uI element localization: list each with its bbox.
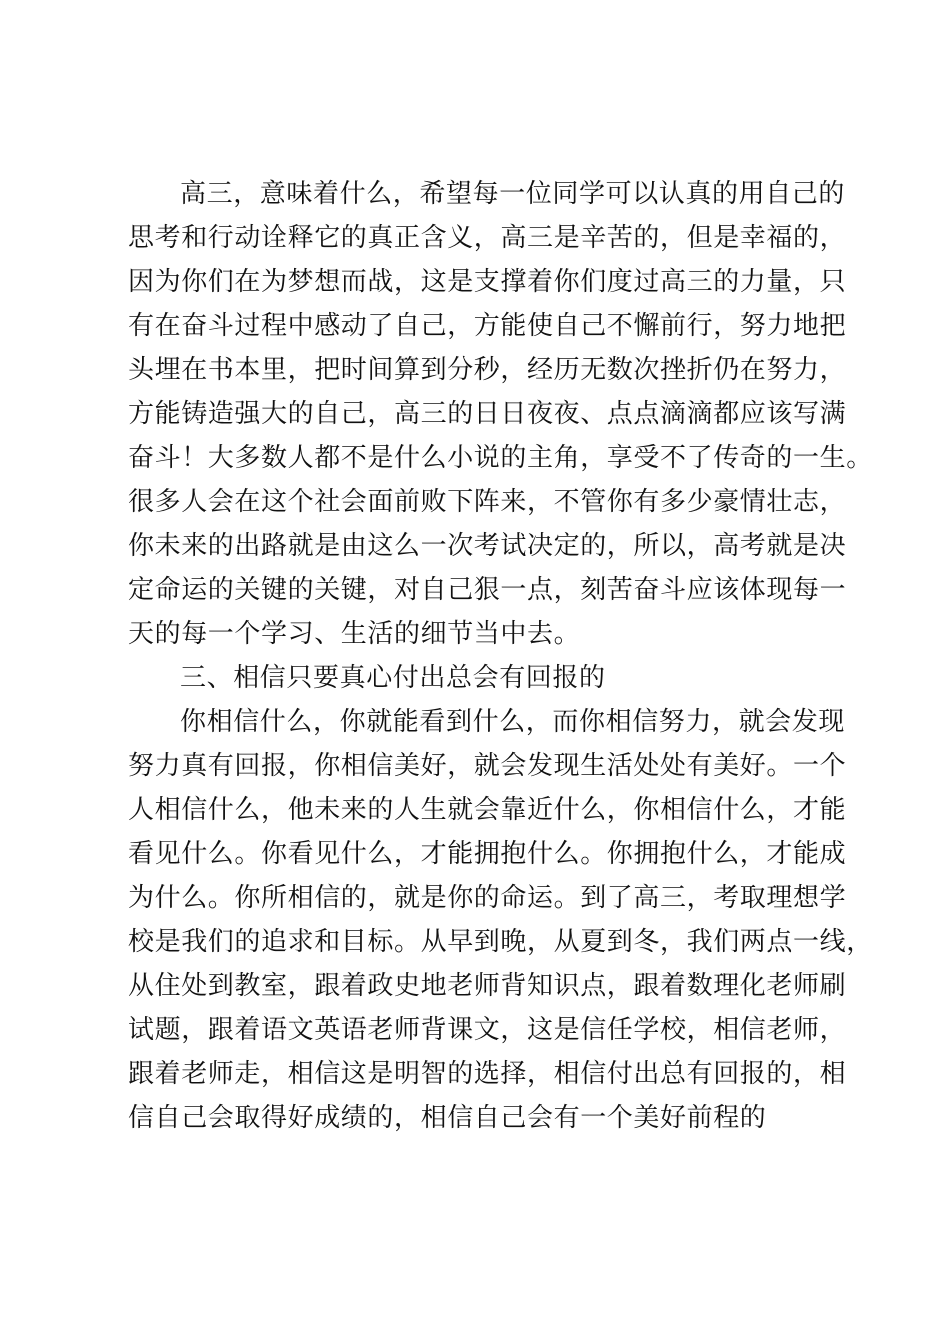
text-line: 看见什么。你看见什么，才能拥抱什么。你拥抱什么，才能成 — [128, 839, 847, 869]
text-line: 很多人会在这个社会面前败下阵来，不管你有多少豪情壮志， — [128, 487, 847, 517]
text-line: 方能铸造强大的自己，高三的日日夜夜、点点滴滴都应该写满 — [128, 399, 847, 429]
text-line: 努力真有回报，你相信美好，就会发现生活处处有美好。一个 — [128, 751, 847, 781]
text-line: 为什么。你所相信的，就是你的命运。到了高三，考取理想学 — [128, 883, 847, 913]
text-line: 人相信什么，他未来的人生就会靠近什么，你相信什么，才能 — [128, 795, 847, 825]
text-line: 你相信什么，你就能看到什么，而你相信努力，就会发现 — [180, 707, 846, 737]
text-line: 跟着老师走，相信这是明智的选择，相信付出总有回报的，相 — [128, 1059, 847, 1089]
text-line: 定命运的关键的关键，对自己狠一点，刻苦奋斗应该体现每一 — [128, 575, 847, 605]
paragraph-senior-year — [128, 172, 873, 656]
text-line: 因为你们在为梦想而战，这是支撑着你们度过高三的力量，只 — [128, 267, 847, 297]
paragraph-belief — [128, 700, 873, 1140]
text-line: 试题，跟着语文英语老师背课文，这是信任学校，相信老师， — [128, 1015, 847, 1045]
text-line: 从住处到教室，跟着政史地老师背知识点，跟着数理化老师刷 — [128, 971, 847, 1001]
text-line: 高三，意味着什么，希望每一位同学可以认真的用自己的 — [180, 179, 846, 209]
text-line: 校是我们的追求和目标。从早到晚，从夏到冬，我们两点一线， — [128, 927, 873, 957]
section-heading: 三、相信只要真心付出总会有回报的 — [180, 663, 606, 693]
text-line: 头埋在书本里，把时间算到分秒，经历无数次挫折仍在努力， — [128, 355, 847, 385]
text-line: 信自己会取得好成绩的，相信自己会有一个美好前程的 — [128, 1103, 767, 1133]
text-line: 有在奋斗过程中感动了自己，方能使自己不懈前行，努力地把 — [128, 311, 847, 341]
text-line: 天的每一个学习、生活的细节当中去。 — [128, 619, 581, 649]
text-line: 思考和行动诠释它的真正含义，高三是辛苦的，但是幸福的， — [128, 223, 847, 253]
document-body — [128, 172, 873, 1140]
text-line: 你未来的出路就是由这么一次考试决定的，所以，高考就是决 — [128, 531, 847, 561]
text-line: 奋斗！大多数人都不是什么小说的主角，享受不了传奇的一生。 — [128, 443, 873, 473]
